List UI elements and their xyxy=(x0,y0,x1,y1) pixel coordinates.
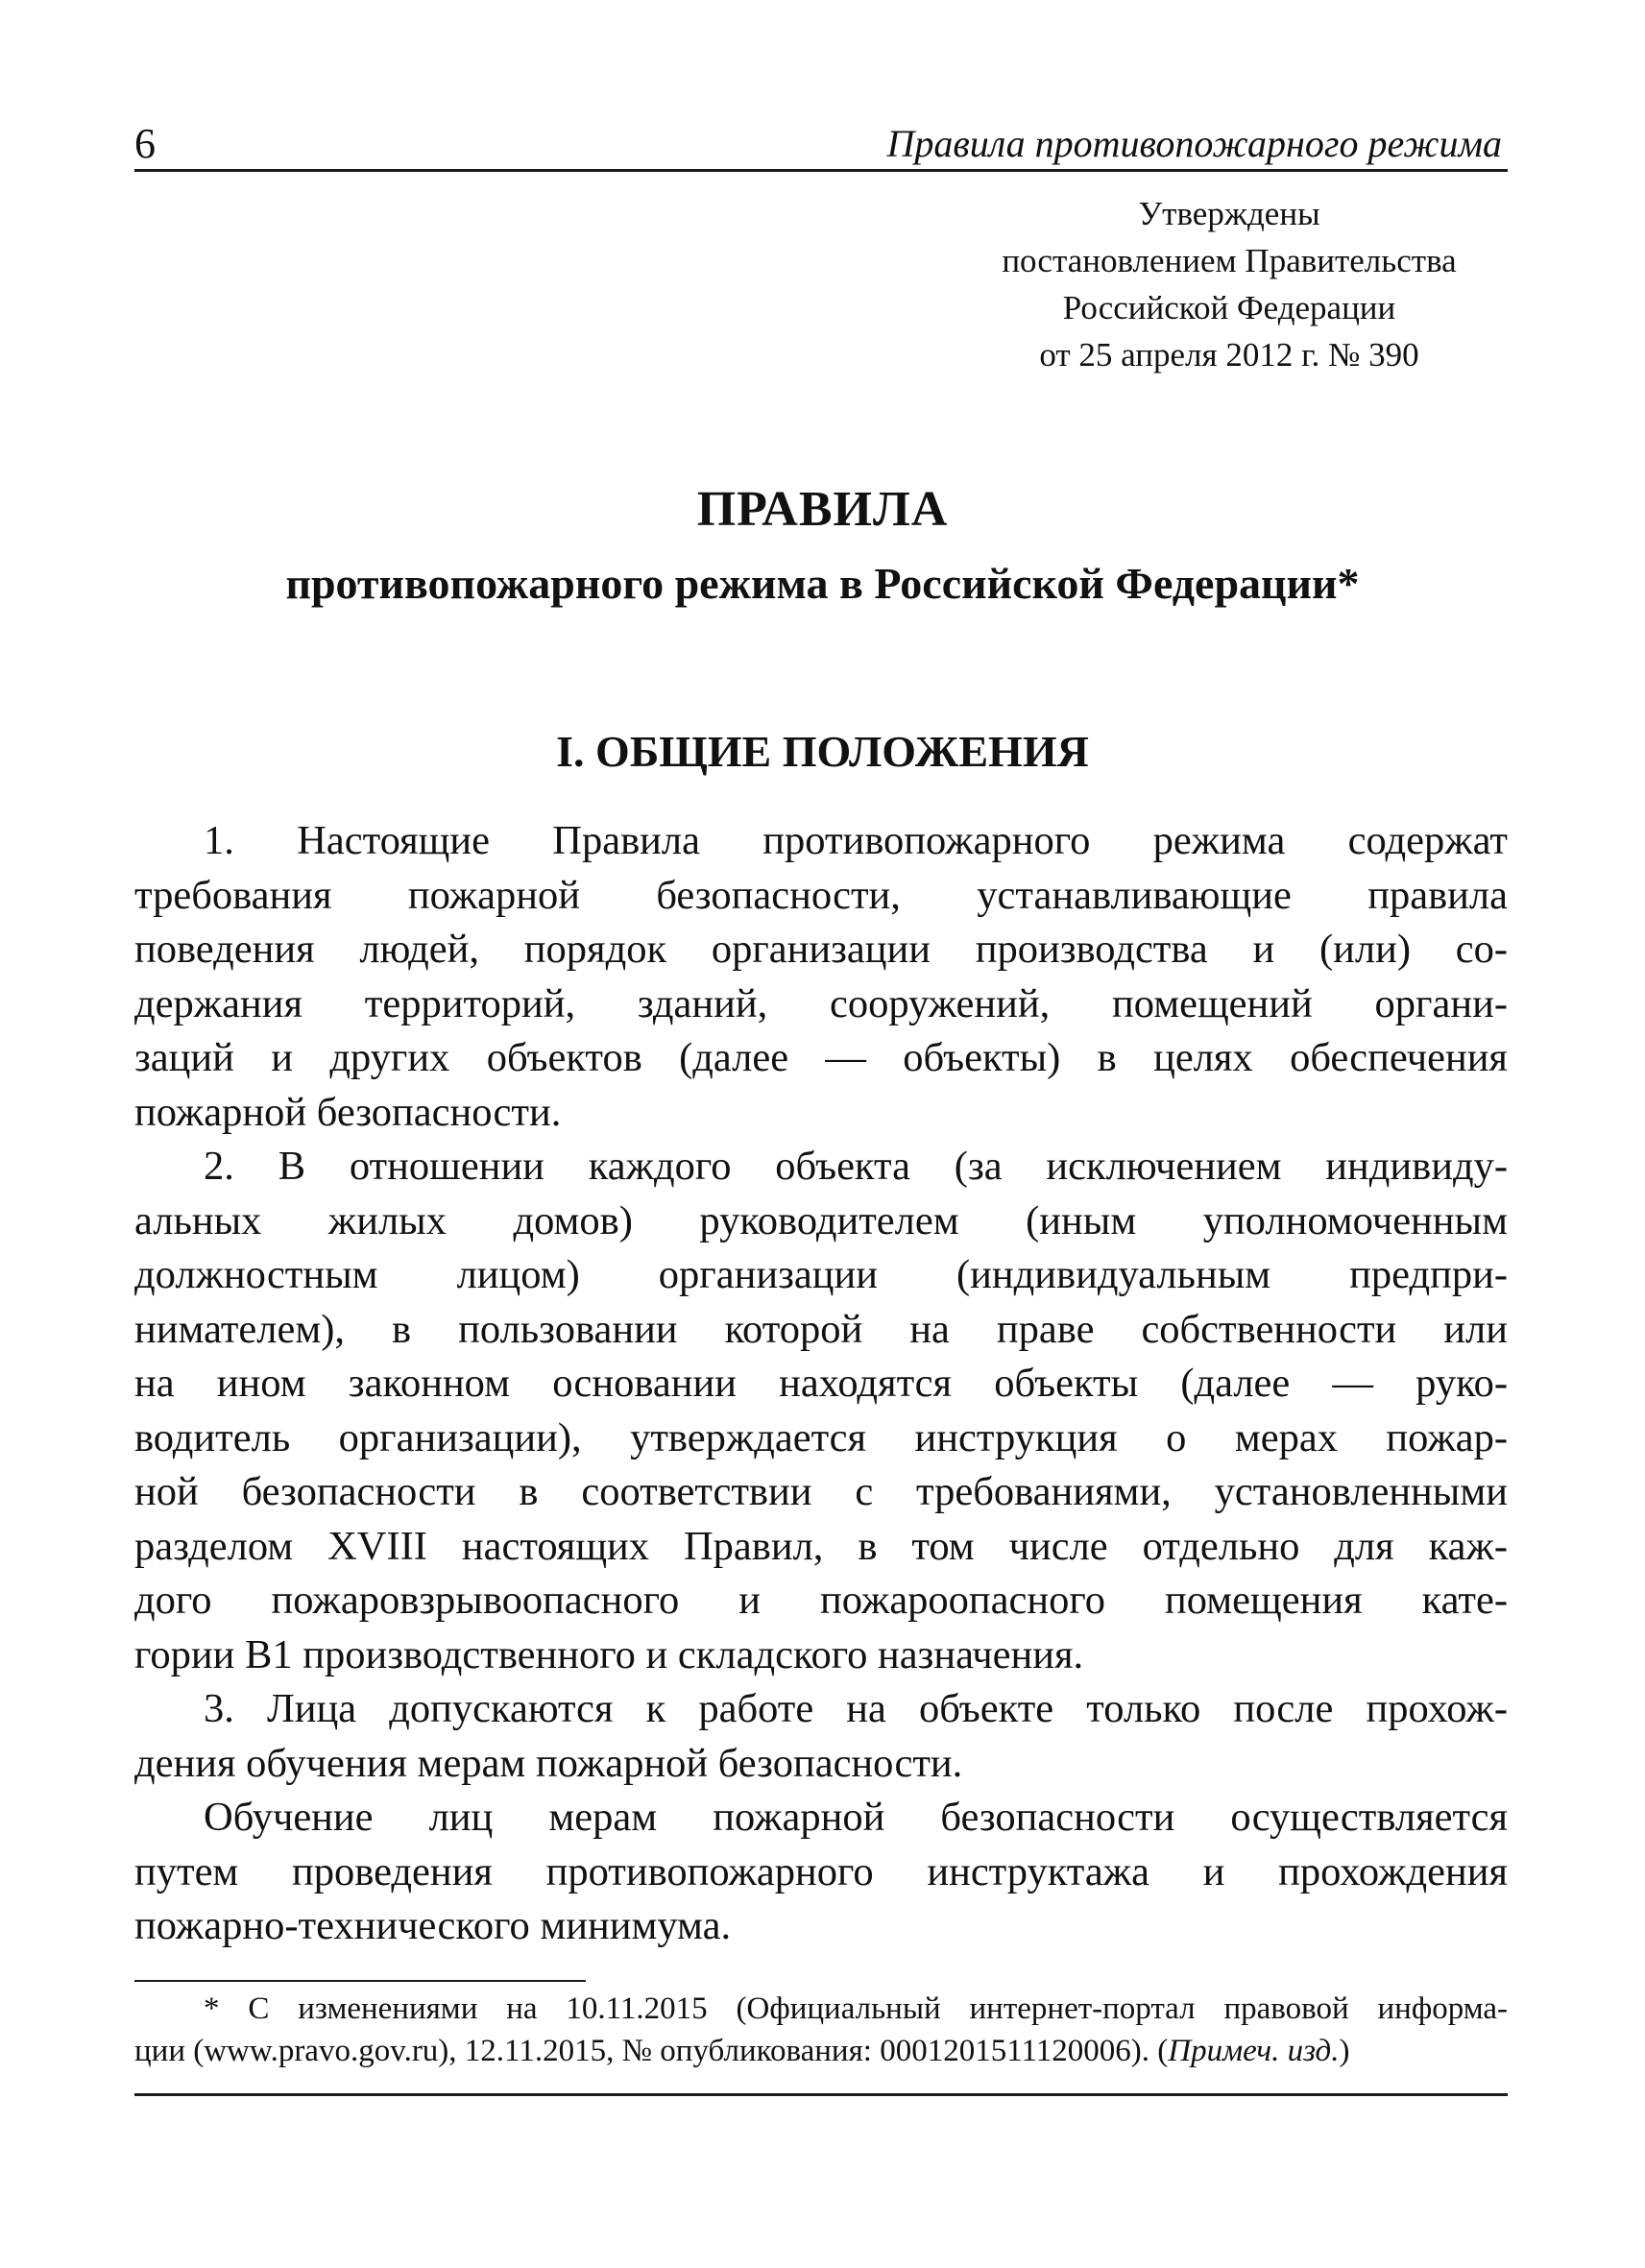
running-title: Правила противопожарного режима xyxy=(886,122,1502,165)
paragraph-line: заций и других объектов (далее — объекты) в целях обеспечения xyxy=(134,1035,1508,1080)
body-text xyxy=(134,814,1508,1954)
footnote-separator xyxy=(134,1980,586,1982)
paragraph-line: пожарно-технического минимума. xyxy=(134,1903,732,1948)
paragraph-line: поведения людей, порядок организации производства и (или) со- xyxy=(134,927,1508,972)
footnote-line: * С изменениями на 10.11.2015 (Официальный интернет-портал правовой информа- xyxy=(204,1991,1508,2026)
paragraph-line: пожарной безопасности. xyxy=(134,1089,562,1135)
bottom-rule xyxy=(134,2093,1508,2096)
approval-line: Российской Федерации xyxy=(1062,289,1396,326)
footnote-text: ции (www.pravo.gov.ru), 12.11.2015, № опубликования: 0001201511120006). ( xyxy=(134,2034,1169,2068)
footnote-line xyxy=(134,2030,1508,2072)
paragraph-line: водитель организации), утверждается инструкция о мерах пожар- xyxy=(134,1414,1508,1460)
approval-line: Утверждены xyxy=(1138,195,1320,232)
paragraph-line: Обучение лиц мерам пожарной безопасности осуществляется xyxy=(204,1795,1508,1840)
paragraph-line: должностным лицом) организации (индивидуальным предпри- xyxy=(134,1252,1508,1297)
paragraph-line: 3. Лица допускаются к работе на объекте только после прохож- xyxy=(204,1686,1508,1731)
document-subtitle: противопожарного режима в Российской Федерации* xyxy=(285,559,1360,608)
paragraph-line: дения обучения мерам пожарной безопасности. xyxy=(134,1740,963,1786)
approval-line: постановлением Правительства xyxy=(1002,242,1457,279)
paragraph-line: дого пожаровзрывоопасного и пожароопасного помещения кате- xyxy=(134,1578,1508,1623)
footnote-text: ) xyxy=(1339,2034,1350,2068)
document-title: ПРАВИЛА xyxy=(696,482,949,537)
approval-line: от 25 апреля 2012 г. № 390 xyxy=(1039,336,1419,374)
paragraph-line: разделом XVIII настоящих Правил, в том числе отдельно для каж- xyxy=(134,1523,1508,1569)
paragraph-line: 1. Настоящие Правила противопожарного режима содержат xyxy=(204,818,1508,863)
running-header xyxy=(134,113,1508,172)
footnote-editor-note: Примеч. изд. xyxy=(1168,2034,1340,2068)
paragraph-line: держания территорий, зданий, сооружений, помещений органи- xyxy=(134,980,1508,1026)
section-heading: I. ОБЩИЕ ПОЛОЖЕНИЯ xyxy=(556,727,1089,776)
approval-block xyxy=(893,190,1565,378)
paragraph-line: ной безопасности в соответствии с требованиями, установленными xyxy=(134,1469,1508,1514)
footnote xyxy=(134,1988,1508,2072)
paragraph-line: 2. В отношении каждого объекта (за исключением индивиду- xyxy=(204,1144,1508,1189)
paragraph-line: требования пожарной безопасности, устанавливающие правила xyxy=(134,872,1508,918)
paragraph-line: нимателем), в пользовании которой на праве собственности или xyxy=(134,1306,1508,1352)
page-number: 6 xyxy=(134,120,156,167)
paragraph-line: гории В1 производственного и складского назначения. xyxy=(134,1631,1084,1677)
paragraph-line: путем проведения противопожарного инструктажа и прохождения xyxy=(134,1848,1508,1894)
paragraph-line: альных жилых домов) руководителем (иным уполномоченным xyxy=(134,1197,1508,1243)
paragraph-line: на ином законном основании находятся объекты (далее — руко- xyxy=(134,1361,1508,1406)
